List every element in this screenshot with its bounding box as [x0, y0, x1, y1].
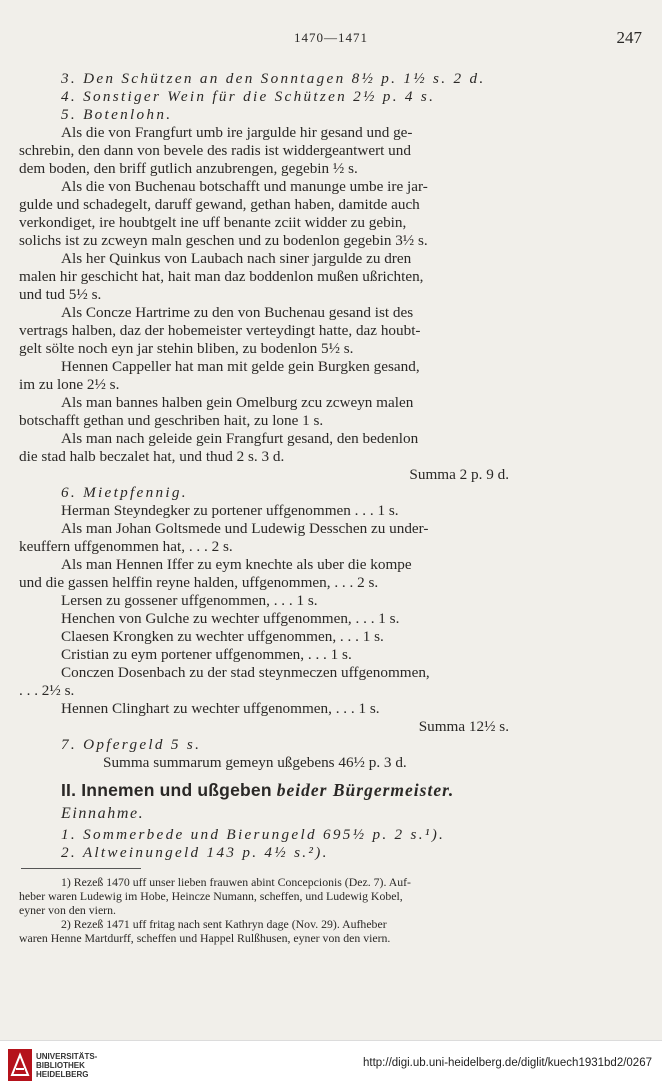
summa-summarum: Summa summarum gemeyn ußgebens 46½ p. 3 d.: [103, 754, 407, 771]
section-heading: [19, 778, 529, 802]
text-line: Als Concze Hartrime zu den von Buchenau gesand ist des: [61, 304, 414, 321]
text-line: Als die von Buchenau botschafft und manunge umbe ire jar-: [61, 178, 428, 195]
footnote-line: waren Henne Martdurff, scheffen und Happel Rulßhusen, eyner von den viern.: [19, 931, 391, 945]
text-line: Herman Steyndegker zu portener uffgenommen . . . 1 s.: [61, 502, 399, 519]
text-line: und tud 5½ s.: [19, 286, 102, 303]
text-line: Als die von Frangfurt umb ire jargulde hir gesand und ge-: [61, 124, 413, 141]
item-heading-mietpfennig: 6. Mietpfennig.: [61, 484, 188, 501]
text-line: Cristian zu eym portener uffgenommen, . . . 1 s.: [61, 646, 352, 663]
einnahme-item-2: 2. Altweinungeld 143 p. 4½ s.²).: [61, 844, 329, 861]
text-line: malen hir geschicht hat, hait man daz boddenlon mußen ußrichten,: [19, 268, 424, 285]
item-heading-schuetzen-sonntagen: 3. Den Schützen an den Sonntagen 8½ p. 1½ s. 2 d.: [61, 70, 486, 87]
running-head: 1470—1471: [294, 30, 368, 45]
text-line: Lersen zu gossener uffgenommen, . . . 1 s.: [61, 592, 318, 609]
text-line: und die gassen helffin reyne halden, uffgenommen, . . . 2 s.: [19, 574, 379, 591]
text-line: im zu lone 2½ s.: [19, 376, 120, 393]
text-line: Als man Johan Goltsmede und Ludewig Desschen zu under-: [61, 520, 429, 537]
item-heading-botenlohn: 5. Botenlohn.: [61, 106, 173, 123]
text-line: Claesen Krongken zu wechter uffgenommen, . . . 1 s.: [61, 628, 384, 645]
text-line: Als man Hennen Iffer zu eym knechte als uber die kompe: [61, 556, 412, 573]
footnote-line: 2) Rezeß 1471 uff fritag nach sent Kathryn dage (Nov. 29). Aufheber: [61, 917, 387, 931]
text-line: Als man bannes halben gein Omelburg zcu zcweyn malen: [61, 394, 414, 411]
text-line: die stad halb beczalet hat, und thud 2 s. 3 d.: [19, 448, 285, 465]
text-line: Als her Quinkus von Laubach nach siner jargulde zu dren: [61, 250, 412, 267]
text-line: Hennen Cappeller hat man mit gelde gein Burgken gesand,: [61, 358, 420, 375]
text-line: Conczen Dosenbach zu der stad steynmeczen uffgenommen,: [61, 664, 430, 681]
viewer-footer: [0, 1040, 662, 1089]
text-line: Hennen Clinghart zu wechter uffgenommen, . . . 1 s.: [61, 700, 380, 717]
text-line: gulde und schadegelt, daruff gewand, gethan haben, damitde auch: [19, 196, 420, 213]
page-header: [20, 30, 642, 50]
item-heading-opfergeld: 7. Opfergeld 5 s.: [61, 736, 202, 753]
university-library-logo-icon: [8, 1049, 32, 1081]
page-number: 247: [616, 28, 642, 47]
text-line: dem boden, den briff gutlich anzubrengen, gegebin ½ s.: [19, 160, 358, 177]
main-text: [19, 70, 529, 945]
text-line: gelt sölte noch eyn jar stehin bliben, zu bodenlon 5½ s.: [19, 340, 354, 357]
text-line: . . . 2½ s.: [19, 682, 75, 699]
text-line: vertrags halben, daz der hobemeister verteydingt hatte, daz houbt-: [19, 322, 421, 339]
text-line: botschafft gethan und geschriben hait, zu lone 1 s.: [19, 412, 324, 429]
footnote-line: heber waren Ludewig im Hobe, Heincze Numann, scheffen, und Ludewig Kobel,: [19, 889, 403, 903]
text-line: verkondiget, ire houbtgelt ine uff benante zciit widder zu gebin,: [19, 214, 407, 231]
item-heading-sonstiger-wein: 4. Sonstiger Wein für die Schützen 2½ p. 4 s.: [61, 88, 436, 105]
permalink-url[interactable]: http://digi.ub.uni-heidelberg.de/diglit/kuech1931bd2/0267: [363, 1057, 652, 1069]
library-name: UNIVERSITÄTS- BIBLIOTHEK HEIDELBERG: [36, 1052, 98, 1079]
text-line: Als man nach geleide gein Frangfurt gesand, den bedenlon: [61, 430, 419, 447]
text-line: Henchen von Gulche zu wechter uffgenommen, . . . 1 s.: [61, 610, 400, 627]
footnote-line: eyner von den viern.: [19, 903, 116, 917]
einnahme-item-1: 1. Sommerbede und Bierungeld 695½ p. 2 s.¹).: [61, 826, 446, 843]
text-line: keuffern uffgenommen hat, . . . 2 s.: [19, 538, 233, 555]
summa-total: Summa 12½ s.: [418, 718, 509, 735]
text-line: solichs ist zu zcweyn maln geschen und zu bodenlon gegebin 3½ s.: [19, 232, 428, 249]
summa-total: Summa 2 p. 9 d.: [409, 466, 509, 483]
section-title: II. Innemen und ußgeben: [61, 780, 272, 800]
footnote-divider: [21, 868, 141, 869]
text-line: schrebin, den dann von bevele des radis ist widdergeantwert und: [19, 142, 411, 159]
einnahme-heading: Einnahme.: [61, 805, 145, 822]
section-title-italic: beider Bürgermeister.: [276, 780, 455, 800]
footnote-line: 1) Rezeß 1470 uff unser lieben frauwen abint Concepcionis (Dez. 7). Auf-: [61, 875, 411, 889]
